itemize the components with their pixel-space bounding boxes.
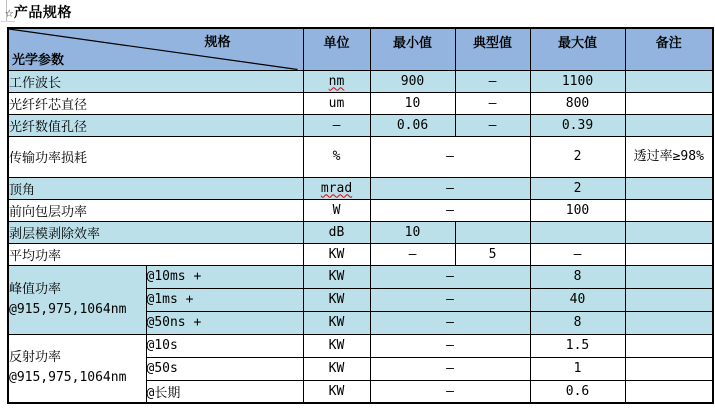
cell-min-typical-merged: – (370, 311, 530, 334)
header-unit: 单位 (303, 28, 370, 70)
unit-text-spellchecked: mrad (320, 180, 353, 196)
table-row (8, 199, 713, 221)
cell-remark (625, 311, 713, 334)
cell-unit: % (303, 136, 370, 177)
cell-min-typical-merged: – (370, 199, 530, 221)
cell-param: 光纤数值孔径 (8, 114, 303, 136)
group-wavelengths: @915,975,1064nm (9, 370, 127, 386)
cell-param: 光纤纤芯直径 (8, 92, 303, 114)
group-wavelengths: @915,975,1064nm (9, 301, 127, 317)
cell-unit (303, 177, 370, 199)
cell-max: 40 (530, 288, 625, 311)
table-row (8, 334, 713, 357)
table-row (8, 70, 713, 92)
cell-unit: KW (303, 334, 370, 357)
corner-label-optical-params: 光学参数 (12, 52, 65, 68)
cell-remark (625, 177, 713, 199)
cell-max: 0.39 (530, 114, 625, 136)
cell-remark (625, 243, 713, 265)
header-max: 最大值 (530, 28, 625, 70)
cell-param: 前向包层功率 (8, 199, 303, 221)
header-min: 最小值 (370, 28, 455, 70)
cell-max: 800 (530, 92, 625, 114)
group-name: 反射功率 (9, 350, 62, 366)
cell-remark (625, 221, 713, 243)
table-row (8, 92, 713, 114)
cell-min-typical-merged: – (370, 177, 530, 199)
cell-remark: 透过率≥98% (625, 136, 713, 177)
cell-unit: KW (303, 243, 370, 265)
cell-max: 2 (530, 177, 625, 199)
cell-max (530, 221, 625, 243)
cell-min-typical-merged: – (370, 380, 530, 403)
cell-condition: @50s (146, 357, 303, 380)
cell-remark (625, 357, 713, 380)
cell-min-typical-merged: – (370, 136, 530, 177)
cell-max: 8 (530, 311, 625, 334)
cell-max: 1 (530, 357, 625, 380)
cell-param: 传输功率损耗 (8, 136, 303, 177)
cell-unit: – (303, 114, 370, 136)
cell-unit: KW (303, 357, 370, 380)
cell-unit (303, 70, 370, 92)
cell-min-typical-merged: – (370, 357, 530, 380)
cell-typical: – (455, 114, 530, 136)
cell-min-typical-merged: – (370, 288, 530, 311)
table-row (8, 265, 713, 288)
cell-remark (625, 114, 713, 136)
cell-unit: KW (303, 311, 370, 334)
table-row (8, 243, 713, 265)
cell-max: 2 (530, 136, 625, 177)
cell-unit: W (303, 199, 370, 221)
cell-typical: 5 (455, 243, 530, 265)
cell-remark (625, 380, 713, 403)
corner-label-spec: 规格 (204, 35, 231, 50)
cell-remark (625, 92, 713, 114)
cell-min: 900 (370, 70, 455, 92)
page-title: ☆产品规格 (5, 5, 72, 21)
unit-text-spellchecked: nm (328, 73, 345, 89)
cell-condition: @10ms + (146, 265, 303, 288)
cell-min: 10 (370, 92, 455, 114)
cell-unit: um (303, 92, 370, 114)
table-row (8, 136, 713, 177)
cell-param: 顶角 (8, 177, 303, 199)
cell-max: – (530, 243, 625, 265)
cell-unit: KW (303, 265, 370, 288)
cell-param: 平均功率 (8, 243, 303, 265)
table-row (8, 221, 713, 243)
cell-min: 10 (370, 221, 455, 243)
table-row (8, 114, 713, 136)
cell-condition: @长期 (146, 380, 303, 403)
cell-param: 剥层模剥除效率 (8, 221, 303, 243)
row-group-label-reflected-power (8, 334, 146, 403)
table-row (8, 177, 713, 199)
cell-remark (625, 334, 713, 357)
cell-unit: dB (303, 221, 370, 243)
cell-typical: – (455, 92, 530, 114)
cell-param: 工作波长 (8, 70, 303, 92)
cell-remark (625, 288, 713, 311)
cell-remark (625, 70, 713, 92)
header-row (8, 28, 713, 70)
cell-remark (625, 265, 713, 288)
cell-min: – (370, 243, 455, 265)
cell-condition: @50ns + (146, 311, 303, 334)
cell-min: 0.06 (370, 114, 455, 136)
cell-unit: KW (303, 288, 370, 311)
cell-condition: @1ms + (146, 288, 303, 311)
cell-max: 0.6 (530, 380, 625, 403)
cell-max: 8 (530, 265, 625, 288)
cell-unit: KW (303, 380, 370, 403)
corner-header-cell (8, 28, 303, 70)
cell-typical: – (455, 70, 530, 92)
spec-table (7, 27, 714, 404)
cell-remark (625, 199, 713, 221)
header-remark: 备注 (625, 28, 713, 70)
cell-min-typical-merged: – (370, 334, 530, 357)
cell-max: 1100 (530, 70, 625, 92)
cell-condition: @10s (146, 334, 303, 357)
cell-max: 100 (530, 199, 625, 221)
header-typical: 典型值 (455, 28, 530, 70)
cell-max: 1.5 (530, 334, 625, 357)
cell-min-typical-merged: – (370, 265, 530, 288)
row-group-label-peak-power (8, 265, 146, 334)
group-name: 峰值功率 (9, 281, 62, 297)
cell-typical (455, 221, 530, 243)
